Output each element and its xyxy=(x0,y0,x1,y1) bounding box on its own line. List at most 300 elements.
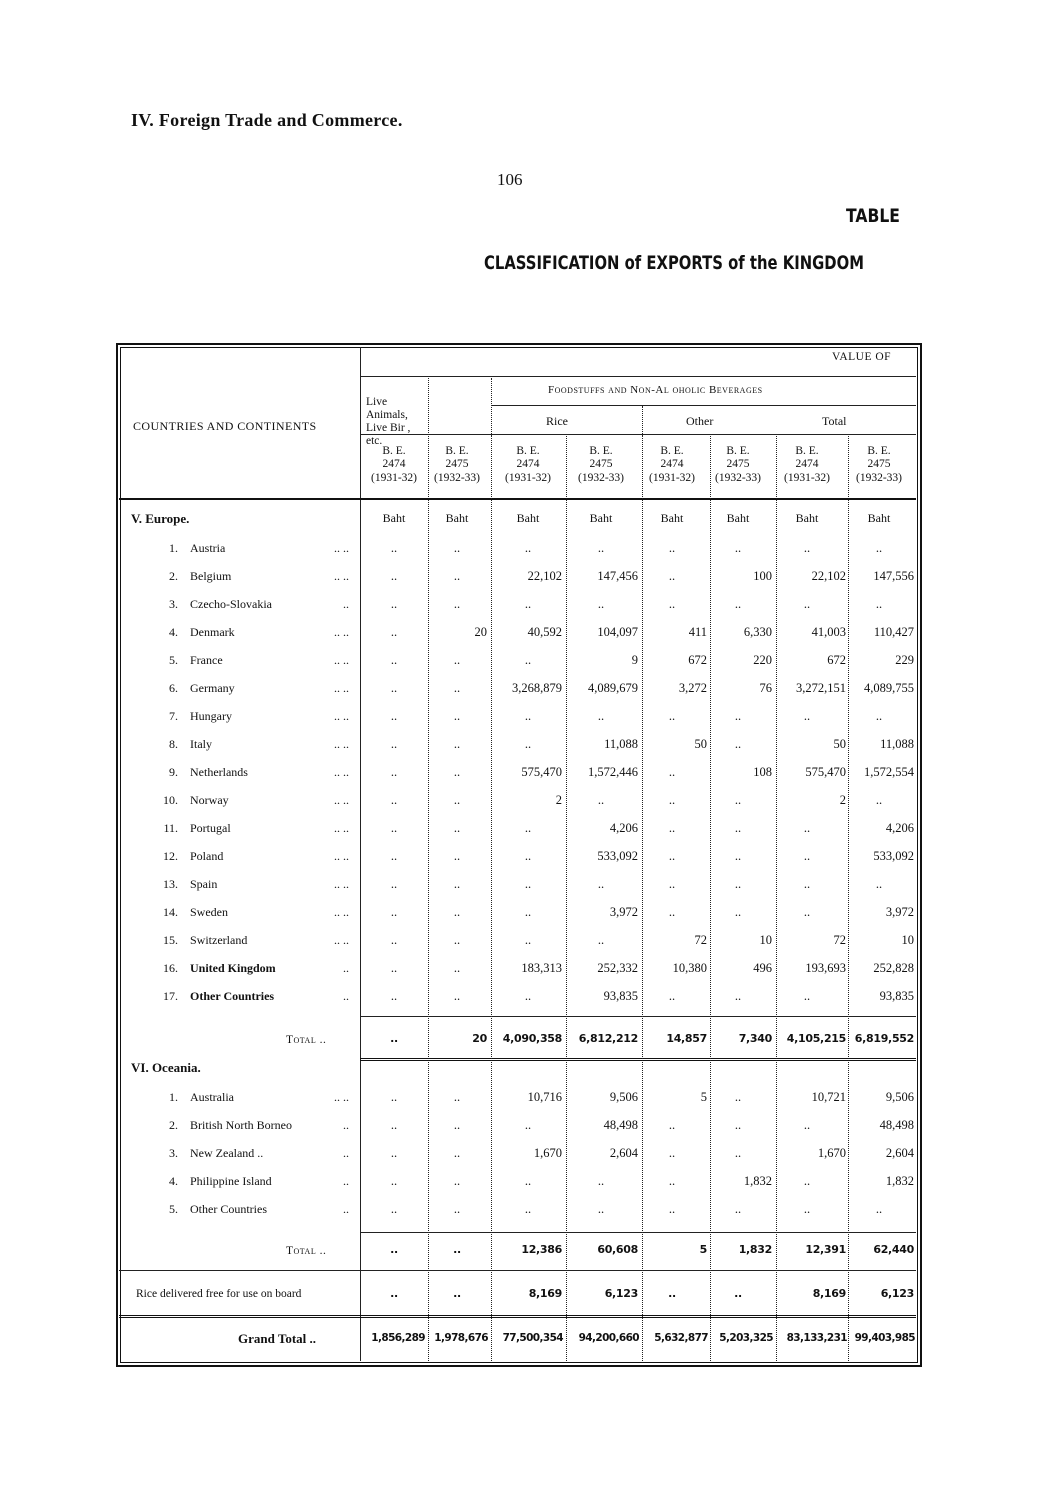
value-cell: 72 xyxy=(694,933,707,947)
value-cell: 147,456 xyxy=(597,569,638,583)
value-cell: .. xyxy=(803,597,811,611)
country-name: Belgium xyxy=(190,569,232,583)
value-cell: 1,572,446 xyxy=(588,765,638,779)
value-cell: .. xyxy=(453,597,461,611)
row-number: 12. xyxy=(163,849,178,863)
value-cell: 575,470 xyxy=(521,765,562,779)
value-cell: .. xyxy=(803,989,811,1003)
row-number: 15. xyxy=(163,933,178,947)
leader-dots: .. .. xyxy=(334,625,349,639)
value-cell: .. xyxy=(453,821,461,835)
leader-dots: .. xyxy=(343,961,349,975)
value-cell: 533,092 xyxy=(873,849,914,863)
value-cell: 4,090,358 xyxy=(502,1032,562,1045)
value-cell: 11,088 xyxy=(604,737,638,751)
value-cell: 9,506 xyxy=(885,1090,914,1104)
value-cell: .. xyxy=(390,961,398,975)
year-ce-label: (1932-33) xyxy=(856,472,902,484)
value-cell: .. xyxy=(734,877,742,891)
value-cell: .. xyxy=(524,653,532,667)
year-label: 2474 xyxy=(382,458,406,470)
value-cell: .. xyxy=(668,793,676,807)
value-cell: .. xyxy=(390,821,398,835)
leader-dots: .. .. xyxy=(334,849,349,863)
value-cell: 193,693 xyxy=(805,961,846,975)
grand-total-value: 5,203,325 xyxy=(719,1332,773,1344)
value-cell: .. xyxy=(875,877,883,891)
value-cell: 20 xyxy=(474,625,487,639)
value-cell: 6,123 xyxy=(880,1287,914,1300)
value-cell: 62,440 xyxy=(873,1243,914,1256)
value-cell: .. xyxy=(390,1118,398,1132)
value-cell: .. xyxy=(803,1118,811,1132)
year-label: 2474 xyxy=(516,458,540,470)
leader-dots: .. .. xyxy=(334,569,349,583)
value-cell: .. xyxy=(524,821,532,835)
grand-total-value: 5,632,877 xyxy=(654,1332,708,1344)
value-cell: .. xyxy=(390,1202,398,1216)
value-cell: .. xyxy=(597,709,605,723)
value-cell: .. xyxy=(390,681,398,695)
country-name: Philippine Island xyxy=(190,1174,272,1188)
year-label: 2475 xyxy=(726,458,750,470)
value-cell: .. xyxy=(734,1287,742,1300)
header-rule xyxy=(360,434,916,435)
leader-dots: .. .. xyxy=(334,877,349,891)
value-cell: 48,498 xyxy=(879,1118,914,1132)
value-cell: 9,506 xyxy=(609,1090,638,1104)
unit-label: Baht xyxy=(867,511,891,525)
value-cell: .. xyxy=(803,849,811,863)
country-name: New Zealand .. xyxy=(190,1146,264,1160)
rice-on-board-label: Rice delivered free for use on board xyxy=(136,1288,302,1300)
leader-dots: .. .. xyxy=(334,821,349,835)
total-heading: Total xyxy=(822,414,847,428)
value-cell: .. xyxy=(803,1202,811,1216)
total-top-rule xyxy=(360,1232,916,1233)
value-cell: .. xyxy=(390,541,398,555)
row-number: 1. xyxy=(169,1090,178,1104)
value-cell: .. xyxy=(734,793,742,807)
country-name: Italy xyxy=(190,737,212,751)
value-cell: 4,105,215 xyxy=(786,1032,846,1045)
value-cell: 12,391 xyxy=(805,1243,846,1256)
grand-total-value: 99,403,985 xyxy=(854,1332,915,1344)
value-cell: 10,380 xyxy=(672,961,707,975)
value-cell: .. xyxy=(390,1032,398,1045)
value-cell: 104,097 xyxy=(597,625,638,639)
value-cell: .. xyxy=(453,765,461,779)
value-cell: 533,092 xyxy=(597,849,638,863)
column-rule xyxy=(642,406,643,436)
value-cell: .. xyxy=(453,1090,461,1104)
value-cell: .. xyxy=(453,1174,461,1188)
value-cell: 1,572,554 xyxy=(864,765,914,779)
value-cell: .. xyxy=(390,597,398,611)
row-number: 17. xyxy=(163,989,178,1003)
value-cell: 4,206 xyxy=(885,821,914,835)
row-number: 16. xyxy=(163,961,178,975)
value-cell: .. xyxy=(734,737,742,751)
value-cell: .. xyxy=(803,821,811,835)
value-cell: 1,670 xyxy=(533,1146,562,1160)
value-cell: 40,592 xyxy=(527,625,562,639)
unit-label: Baht xyxy=(795,511,819,525)
value-cell: .. xyxy=(453,569,461,583)
value-cell: .. xyxy=(390,709,398,723)
unit-label: Baht xyxy=(382,511,406,525)
total-top-rule xyxy=(360,1016,916,1017)
country-name: Poland xyxy=(190,849,224,863)
other-heading: Other xyxy=(686,414,714,428)
value-cell: .. xyxy=(524,597,532,611)
year-be-label: B. E. xyxy=(445,445,469,457)
year-be-label: B. E. xyxy=(867,445,891,457)
value-cell: .. xyxy=(453,905,461,919)
value-cell: .. xyxy=(453,681,461,695)
value-cell: .. xyxy=(734,905,742,919)
country-name: Spain xyxy=(190,877,218,891)
countries-column-heading: COUNTRIES AND CONTINENTS xyxy=(133,419,317,433)
leader-dots: .. xyxy=(343,1174,349,1188)
value-cell: .. xyxy=(524,989,532,1003)
value-cell: 93,835 xyxy=(879,989,914,1003)
year-ce-label: (1931-32) xyxy=(371,472,417,484)
value-cell: .. xyxy=(734,821,742,835)
value-cell: .. xyxy=(390,625,398,639)
value-cell: 2 xyxy=(555,793,562,807)
table-label: TABLE xyxy=(846,205,900,227)
value-cell: 10 xyxy=(759,933,772,947)
value-cell: 3,268,879 xyxy=(512,681,562,695)
grand-total-value: 1,978,676 xyxy=(434,1332,488,1344)
grand-total-value: 94,200,660 xyxy=(578,1332,639,1344)
value-cell: .. xyxy=(668,905,676,919)
year-be-label: B. E. xyxy=(795,445,819,457)
value-cell: .. xyxy=(390,905,398,919)
row-number: 1. xyxy=(169,541,178,555)
country-name: Switzerland xyxy=(190,933,248,947)
column-rule xyxy=(491,378,492,436)
year-be-label: B. E. xyxy=(726,445,750,457)
value-cell: .. xyxy=(875,793,883,807)
country-name: Other Countries xyxy=(190,989,275,1003)
total-bottom-rule xyxy=(119,1270,916,1271)
grand-total-value: 1,856,289 xyxy=(371,1332,425,1344)
value-cell: 4,089,755 xyxy=(864,681,914,695)
value-cell: .. xyxy=(668,1118,676,1132)
value-cell: 220 xyxy=(753,653,772,667)
unit-label: Baht xyxy=(445,511,469,525)
value-cell: 229 xyxy=(895,653,914,667)
leader-dots: .. xyxy=(343,989,349,1003)
value-cell: .. xyxy=(734,709,742,723)
value-cell: .. xyxy=(390,653,398,667)
year-ce-label: (1931-32) xyxy=(649,472,695,484)
value-cell: 1,832 xyxy=(885,1174,914,1188)
value-cell: .. xyxy=(390,1287,398,1300)
value-cell: .. xyxy=(734,1090,742,1104)
country-name: Norway xyxy=(190,793,229,807)
value-cell: .. xyxy=(734,1146,742,1160)
value-cell: 2,604 xyxy=(885,1146,914,1160)
value-cell: 3,972 xyxy=(885,905,914,919)
value-cell: 72 xyxy=(833,933,846,947)
value-cell: .. xyxy=(734,1118,742,1132)
value-cell: 22,102 xyxy=(811,569,846,583)
leader-dots: .. xyxy=(343,1118,349,1132)
country-name: Australia xyxy=(190,1090,234,1104)
value-cell: 7,340 xyxy=(738,1032,772,1045)
value-cell: .. xyxy=(734,849,742,863)
country-name: United Kingdom xyxy=(190,961,276,975)
year-ce-label: (1931-32) xyxy=(784,472,830,484)
value-cell: .. xyxy=(668,1287,676,1300)
row-number: 10. xyxy=(163,793,178,807)
grand-total-label: Grand Total .. xyxy=(238,1331,317,1346)
value-cell: .. xyxy=(524,737,532,751)
value-cell: .. xyxy=(453,653,461,667)
value-cell: .. xyxy=(453,541,461,555)
row-number: 3. xyxy=(169,597,178,611)
total-bottom-rule xyxy=(360,1058,916,1061)
grand-total-value: 77,500,354 xyxy=(502,1332,563,1344)
value-cell: 50 xyxy=(694,737,707,751)
year-be-label: B. E. xyxy=(660,445,684,457)
header-rule xyxy=(491,405,916,406)
country-name: Hungary xyxy=(190,709,232,723)
value-cell: .. xyxy=(524,905,532,919)
unit-label: Baht xyxy=(516,511,540,525)
grandtotal-top-rule xyxy=(119,1315,916,1318)
value-cell: 110,427 xyxy=(873,625,914,639)
row-number: 2. xyxy=(169,569,178,583)
value-cell: 5 xyxy=(699,1243,707,1256)
value-cell: .. xyxy=(453,709,461,723)
value-cell: 147,556 xyxy=(873,569,914,583)
value-cell: .. xyxy=(453,1146,461,1160)
value-cell: .. xyxy=(668,765,676,779)
row-number: 14. xyxy=(163,905,178,919)
value-cell: .. xyxy=(668,709,676,723)
value-cell: .. xyxy=(803,877,811,891)
leader-dots: .. .. xyxy=(334,793,349,807)
value-cell: 20 xyxy=(472,1032,487,1045)
row-number: 4. xyxy=(169,625,178,639)
value-cell: 496 xyxy=(753,961,772,975)
value-cell: .. xyxy=(597,793,605,807)
value-cell: 12,386 xyxy=(521,1243,562,1256)
value-cell: .. xyxy=(524,849,532,863)
value-cell: .. xyxy=(875,1202,883,1216)
value-cell: .. xyxy=(390,1090,398,1104)
leader-dots: .. .. xyxy=(334,681,349,695)
value-cell: .. xyxy=(668,989,676,1003)
value-cell: .. xyxy=(668,541,676,555)
value-cell: .. xyxy=(734,541,742,555)
country-name: Czecho-Slovakia xyxy=(190,597,272,611)
row-number: 11. xyxy=(163,821,178,835)
oceania-total-label: Total .. xyxy=(286,1245,327,1257)
row-number: 6. xyxy=(169,681,178,695)
value-cell: 3,272 xyxy=(678,681,707,695)
value-cell: .. xyxy=(597,1174,605,1188)
value-cell: 6,812,212 xyxy=(578,1032,638,1045)
value-cell: 10,716 xyxy=(527,1090,562,1104)
value-cell: 2,604 xyxy=(609,1146,638,1160)
row-number: 5. xyxy=(169,1202,178,1216)
country-name: British North Borneo xyxy=(190,1118,292,1132)
value-cell: .. xyxy=(803,905,811,919)
header-rule xyxy=(360,376,916,377)
value-cell: .. xyxy=(390,765,398,779)
value-cell: 1,832 xyxy=(738,1243,772,1256)
value-cell: 3,272,151 xyxy=(796,681,846,695)
value-cell: .. xyxy=(524,1118,532,1132)
continent-europe: V. Europe. xyxy=(131,511,190,526)
leader-dots: .. .. xyxy=(334,933,349,947)
value-cell: 5 xyxy=(700,1090,707,1104)
value-cell: .. xyxy=(453,989,461,1003)
value-cell: .. xyxy=(453,877,461,891)
value-cell: 252,332 xyxy=(597,961,638,975)
leader-dots: .. xyxy=(343,1202,349,1216)
value-cell: .. xyxy=(390,737,398,751)
leader-dots: .. .. xyxy=(334,1090,349,1104)
country-name: Denmark xyxy=(190,625,235,639)
value-cell: .. xyxy=(597,597,605,611)
value-cell: 4,206 xyxy=(609,821,638,835)
value-cell: .. xyxy=(597,877,605,891)
leader-dots: .. .. xyxy=(334,737,349,751)
value-cell: 108 xyxy=(753,765,772,779)
value-cell: .. xyxy=(668,569,676,583)
year-ce-label: (1932-33) xyxy=(434,472,480,484)
value-cell: .. xyxy=(524,877,532,891)
row-number: 3. xyxy=(169,1146,178,1160)
value-cell: .. xyxy=(668,1202,676,1216)
value-cell: .. xyxy=(524,709,532,723)
leader-dots: .. .. xyxy=(334,905,349,919)
year-label: 2474 xyxy=(795,458,819,470)
value-cell: 4,089,679 xyxy=(588,681,638,695)
value-cell: 8,169 xyxy=(812,1287,846,1300)
value-cell: .. xyxy=(597,541,605,555)
year-ce-label: (1932-33) xyxy=(715,472,761,484)
row-number: 8. xyxy=(169,737,178,751)
value-cell: 1,670 xyxy=(817,1146,846,1160)
value-cell: .. xyxy=(668,1174,676,1188)
year-be-label: B. E. xyxy=(516,445,540,457)
header-bottom-rule xyxy=(119,498,916,500)
value-cell: 10 xyxy=(901,933,914,947)
value-cell: 9 xyxy=(631,653,638,667)
value-cell: .. xyxy=(390,933,398,947)
year-be-label: B. E. xyxy=(382,445,406,457)
value-cell: .. xyxy=(453,737,461,751)
country-name: Netherlands xyxy=(190,765,248,779)
year-label: 2475 xyxy=(445,458,469,470)
value-cell: 93,835 xyxy=(603,989,638,1003)
value-cell: 1,832 xyxy=(743,1174,772,1188)
value-cell: .. xyxy=(453,1118,461,1132)
value-cell: 11,088 xyxy=(880,737,914,751)
value-cell: .. xyxy=(453,933,461,947)
unit-label: Baht xyxy=(589,511,613,525)
leader-dots: .. .. xyxy=(334,709,349,723)
value-cell: .. xyxy=(453,961,461,975)
value-cell: 14,857 xyxy=(666,1032,707,1045)
value-cell: 50 xyxy=(833,737,846,751)
value-cell: 8,169 xyxy=(528,1287,562,1300)
value-cell: 411 xyxy=(688,625,707,639)
value-cell: .. xyxy=(734,597,742,611)
year-label: 2475 xyxy=(867,458,891,470)
unit-label: Baht xyxy=(660,511,684,525)
value-cell: .. xyxy=(668,597,676,611)
value-cell: 6,123 xyxy=(604,1287,638,1300)
value-cell: 6,330 xyxy=(743,625,772,639)
value-cell: 252,828 xyxy=(873,961,914,975)
value-cell: .. xyxy=(453,1287,461,1300)
value-cell: 183,313 xyxy=(521,961,562,975)
europe-total-label: Total .. xyxy=(286,1034,327,1046)
value-cell: .. xyxy=(875,709,883,723)
value-cell: .. xyxy=(524,541,532,555)
value-cell: .. xyxy=(875,597,883,611)
value-cell: 672 xyxy=(688,653,707,667)
grand-total-value: 83,133,231 xyxy=(786,1332,847,1344)
continent-oceania: VI. Oceania. xyxy=(131,1060,201,1075)
row-number: 9. xyxy=(169,765,178,779)
leader-dots: .. xyxy=(343,1146,349,1160)
year-label: 2475 xyxy=(589,458,613,470)
column-rule xyxy=(642,436,643,1361)
value-cell: .. xyxy=(668,821,676,835)
page-number: 106 xyxy=(497,170,523,189)
value-cell: 575,470 xyxy=(805,765,846,779)
value-cell: .. xyxy=(390,793,398,807)
value-cell: .. xyxy=(453,793,461,807)
row-number: 2. xyxy=(169,1118,178,1132)
leader-dots: .. .. xyxy=(334,541,349,555)
year-label: 2474 xyxy=(660,458,684,470)
value-cell: .. xyxy=(734,1202,742,1216)
country-name: Other Countries xyxy=(190,1202,267,1216)
row-number: 5. xyxy=(169,653,178,667)
value-cell: .. xyxy=(875,541,883,555)
row-number: 13. xyxy=(163,877,178,891)
value-cell: .. xyxy=(453,1202,461,1216)
value-cell: 3,972 xyxy=(609,905,638,919)
section-heading: IV. Foreign Trade and Commerce. xyxy=(131,110,403,130)
value-cell: 100 xyxy=(753,569,772,583)
year-be-label: B. E. xyxy=(589,445,613,457)
value-cell: .. xyxy=(597,933,605,947)
value-cell: .. xyxy=(668,1146,676,1160)
foodstuffs-heading: Foodstuffs and Non-Al oholic Beverages xyxy=(548,384,763,396)
value-cell: .. xyxy=(390,1146,398,1160)
value-cell: .. xyxy=(524,1174,532,1188)
value-cell: 2 xyxy=(839,793,846,807)
country-name: Sweden xyxy=(190,905,228,919)
row-number: 4. xyxy=(169,1174,178,1188)
value-cell: .. xyxy=(390,989,398,1003)
leader-dots: .. xyxy=(343,597,349,611)
value-cell: 22,102 xyxy=(527,569,562,583)
row-number: 7. xyxy=(169,709,178,723)
country-name: France xyxy=(190,653,223,667)
